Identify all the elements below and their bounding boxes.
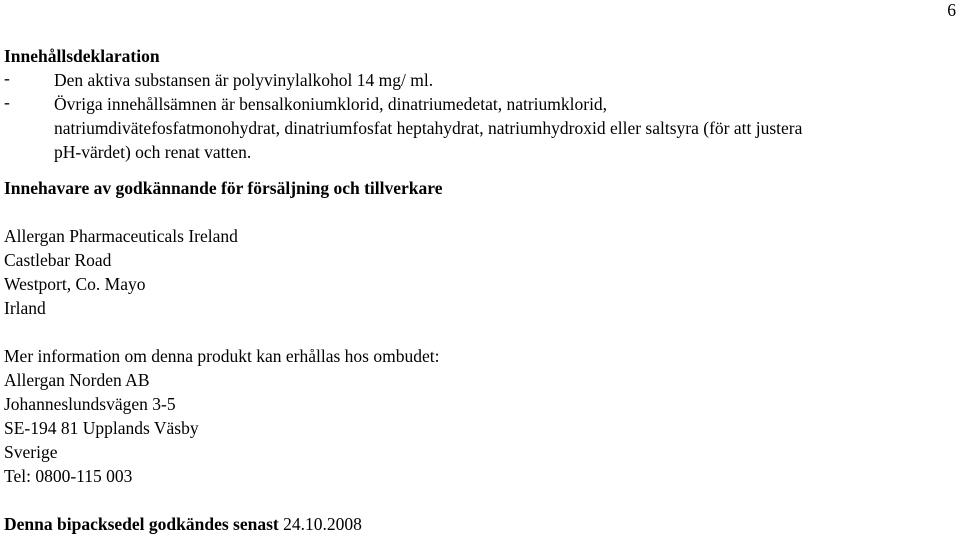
list-dash: - (4, 92, 10, 112)
holder-address-line: Castlebar Road (4, 250, 112, 270)
ingredient-item-other (4, 92, 954, 164)
holder-address-line: Allergan Pharmaceuticals Ireland (4, 226, 238, 246)
contact-address-line: SE-194 81 Upplands Väsby (4, 418, 199, 438)
holder-address-line: Westport, Co. Mayo (4, 274, 146, 294)
contact-phone: Tel: 0800-115 003 (4, 466, 133, 486)
approval-statement (4, 512, 954, 536)
ingredient-item-active (4, 68, 954, 92)
list-dash: - (4, 68, 10, 88)
ingredient-active-text: Den aktiva substansen är polyvinylalkohol 14 mg/ ml. (54, 70, 434, 90)
ingredients-heading: Innehållsdeklaration (4, 46, 160, 66)
ingredient-other-line-2: natriumdivätefosfatmonohydrat, dinatriumfosfat heptahydrat, natriumhydroxid eller saltsyra (för att justera (54, 118, 803, 138)
ingredient-other-line-1: Övriga innehållsämnen är bensalkoniumklorid, dinatriumedetat, natriumklorid, (54, 94, 608, 114)
approval-date: 24.10.2008 (283, 514, 362, 534)
approval-label: Denna bipacksedel godkändes senast (4, 514, 279, 534)
contact-address-line: Johanneslundsvägen 3-5 (4, 394, 176, 414)
holder-heading: Innehavare av godkännande för försäljning och tillverkare (4, 178, 443, 198)
page-number: 6 (947, 0, 956, 20)
leaflet-content (4, 44, 954, 536)
ingredient-other-line-3: pH-värdet) och renat vatten. (54, 142, 252, 162)
contact-address-line: Sverige (4, 442, 58, 462)
contact-intro: Mer information om denna produkt kan erhållas hos ombudet: (4, 346, 440, 366)
contact-address-line: Allergan Norden AB (4, 370, 150, 390)
holder-address-line: Irland (4, 298, 46, 318)
